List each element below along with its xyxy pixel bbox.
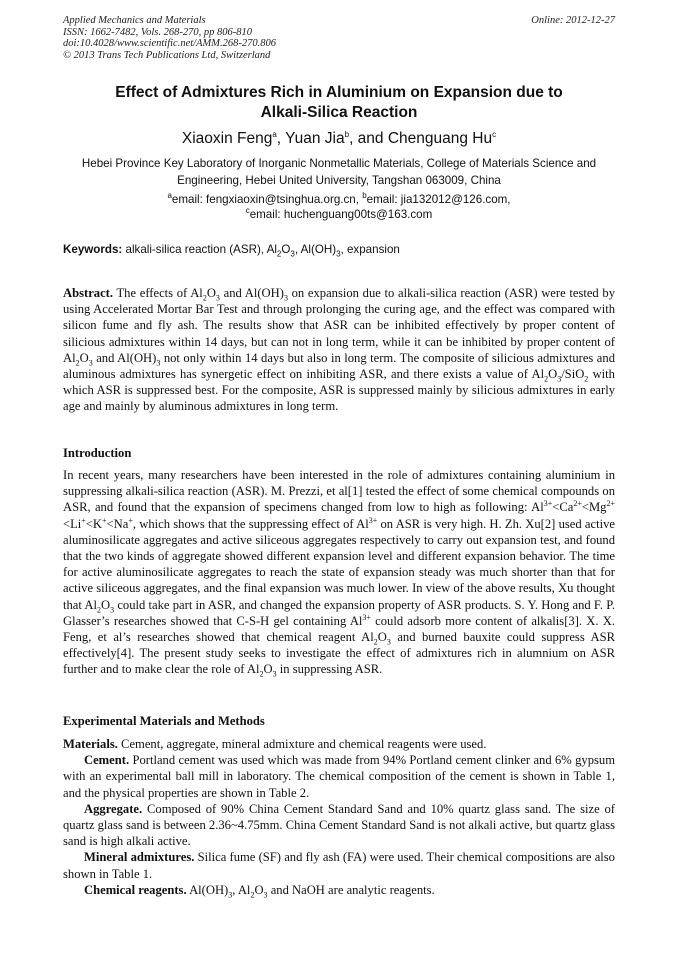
- introduction-paragraph: [63, 467, 615, 678]
- copyright-line: © 2013 Trans Tech Publications Ltd, Switzerland: [63, 49, 271, 61]
- text: <Li: [63, 516, 82, 531]
- email-line-2: [63, 205, 615, 223]
- subscript: 2: [544, 374, 549, 384]
- text: Silica fume (SF) and fly ash (FA) were used. Their chemical compositions are also shown in Table 1.: [63, 850, 615, 881]
- text: <Na: [106, 516, 129, 531]
- doi-line: doi:10.4028/www.scientific.net/AMM.268-270.806: [63, 38, 276, 50]
- materials-paragraph: [63, 736, 615, 752]
- text: O: [254, 882, 264, 897]
- email-mark-b: b: [362, 191, 367, 201]
- author-separator: ,: [276, 130, 286, 147]
- text: /SiO: [561, 367, 585, 382]
- subscript: 3: [215, 293, 220, 303]
- abstract-paragraph: [63, 285, 615, 415]
- journal-name: Applied Mechanics and Materials: [63, 15, 206, 26]
- email-line-1: [63, 193, 615, 208]
- author-2: Yuan Jia: [285, 130, 345, 147]
- run-in-heading: Cement.: [84, 753, 130, 768]
- superscript: 3+: [368, 515, 378, 525]
- superscript: +: [102, 515, 107, 525]
- text: could take part in ASR, and changed the expansion property of ASR products. S. Y. Hong and F. P. Glasser’s researches showed that C-S-H gel containing Al: [63, 597, 616, 628]
- subscript: 2: [259, 669, 264, 679]
- text: Al(OH): [186, 882, 229, 897]
- abstract-label: Abstract.: [63, 286, 114, 300]
- subscript: 3: [272, 669, 277, 679]
- subscript: 3: [88, 358, 93, 368]
- text: O: [206, 286, 216, 300]
- run-in-heading: Materials.: [63, 737, 118, 751]
- section-heading-experimental: Experimental Materials and Methods: [63, 714, 265, 728]
- text: <Ca: [552, 500, 574, 515]
- text: and NaOH are analytic reagents.: [267, 882, 435, 897]
- text: O: [101, 597, 111, 612]
- text: <Mg: [581, 500, 607, 515]
- subscript: 2: [202, 293, 207, 303]
- keywords-text: alkali-silica reaction (ASR), Al: [122, 243, 277, 256]
- aggregate-paragraph: [63, 801, 615, 850]
- subscript: 3: [290, 249, 295, 259]
- email-a: email: fengxiaoxin@tsinghua.org.cn,: [171, 193, 363, 206]
- text: <K: [85, 516, 103, 531]
- subscript: 2: [75, 358, 80, 368]
- subscript: 3: [557, 374, 562, 384]
- cement-paragraph: [63, 752, 615, 801]
- text: Composed of 90% China Cement Standard Sand and 10% quartz glass sand. The size of quartz glass sand is between 2.36~4.75mm. China Cement Standard Sand is not alkali active, but quartz glass sand is high alkali active.: [63, 801, 615, 849]
- subscript: 2: [250, 890, 255, 900]
- subscript: 2: [584, 374, 589, 384]
- keywords-text: O: [281, 243, 291, 256]
- author-1-mark: a: [272, 129, 277, 139]
- superscript: +: [81, 515, 86, 525]
- subscript: 3: [336, 249, 341, 259]
- text: The effects of Al: [113, 286, 203, 300]
- author-3: Chenguang Hu: [387, 130, 493, 147]
- subscript: 3: [283, 293, 288, 303]
- title-line-2: Alkali-Silica Reaction: [260, 103, 418, 121]
- text: O: [263, 662, 273, 677]
- email-b: email: jia132012@126.com,: [366, 193, 511, 206]
- text: in suppressing ASR.: [276, 662, 383, 677]
- author-1: Xiaoxin Feng: [181, 130, 273, 147]
- text: , Al: [232, 882, 251, 897]
- subscript: 3: [156, 358, 161, 368]
- subscript: 3: [110, 605, 115, 615]
- affiliation-line-2: Engineering, Hebei United University, Tangshan 063009, China: [177, 173, 501, 187]
- author-2-mark: b: [344, 129, 350, 139]
- subscript: 2: [373, 637, 378, 647]
- subscript: 2: [97, 605, 102, 615]
- author-3-mark: c: [492, 129, 497, 139]
- text: not only within 14 days but also in long term. The composite of silicious admixtures and aluminous admixtures has synergetic effect on inhibiting ASR, and there exists a value of Al: [63, 350, 615, 382]
- keywords-text: , expansion: [340, 243, 400, 256]
- text: O: [548, 367, 558, 382]
- text: on expansion due to alkali-silica reaction (ASR) were tested by using Accelerated Mortar Bar Test and through prolonging the curing age, and the effect was compared with silicon fume and fly ash. The results show that ASR can be inhibited effectively by proper content of silicious admixtures within 14 days, but can not in long term, while it can be inhibited by proper content of Al: [63, 286, 615, 365]
- text: with which ASR is suppressed best. For the composite, ASR is suppressed mainly by silicious admixtures in early age and mainly by aluminous admixtures in long term.: [63, 367, 615, 414]
- author-list: [63, 130, 615, 148]
- text: and Al(OH): [92, 350, 157, 365]
- superscript: 3+: [362, 612, 371, 622]
- run-in-heading: Chemical reagents.: [84, 882, 187, 897]
- text: , which shows that the suppressing effect of Al: [132, 516, 369, 531]
- text: O: [377, 630, 387, 645]
- keywords-label: Keywords:: [63, 243, 123, 256]
- superscript: 2+: [573, 499, 582, 509]
- paper-title: [63, 83, 615, 122]
- experimental-section: [63, 736, 615, 898]
- text: In recent years, many researchers have been interested in the role of admixtures containing aluminium in suppressing alkali-silica reaction (ASR). M. Prezzi, et al[1] tested the effect of some chemical compounds on ASR, and found that the expansion of specimens changed from low to high as following: Al: [63, 468, 615, 515]
- superscript: 3+: [543, 499, 553, 509]
- online-date: Online: 2012-12-27: [531, 15, 615, 26]
- text: Portland cement was used which was made from 94% Portland cement clinker and 6% gypsum with an experimental ball mill in laboratory. The chemical composition of the cement is shown in Table 1, and the physical properties are shown in Table 2.: [63, 753, 615, 800]
- author-separator: , and: [349, 130, 388, 147]
- mineral-admixtures-paragraph: [63, 849, 615, 881]
- subscript: 3: [228, 890, 233, 900]
- publication-info: [63, 15, 276, 61]
- subscript: 3: [386, 637, 391, 647]
- author-emails: [63, 193, 615, 222]
- run-in-heading: Mineral admixtures.: [84, 850, 195, 865]
- superscript: 2+: [606, 499, 615, 509]
- email-mark-c: c: [245, 205, 250, 215]
- text: could adsorb more content of alkalis[3]. X. X. Feng, et al’s researches showed that chemical reagent Al: [63, 613, 615, 645]
- subscript: 2: [276, 249, 282, 259]
- section-heading-introduction: Introduction: [63, 446, 132, 460]
- email-c: email: huchenguang00ts@163.com: [249, 207, 433, 221]
- issn-line: ISSN: 1662-7482, Vols. 268-270, pp 806-810: [63, 26, 252, 38]
- subscript: 3: [263, 890, 268, 900]
- text: Cement, aggregate, mineral admixture and chemical reagents were used.: [117, 737, 487, 751]
- affiliation: [63, 156, 615, 189]
- text: O: [79, 350, 89, 365]
- text: and burned bauxite could suppress ASR effectively[4]. The present study seeks to investigate the effect of admixtures rich in alumnium on ASR further and to make clear the role of Al: [63, 630, 615, 677]
- text: on ASR is very high. H. Zh. Xu[2] used active aluminosilicate aggregates and active siliceous aggregates respectively to carry out expansion test, and found that the two kinds of aggregate showed different expansion level and different expansion behavior. The time for active aluminosilicate aggregates to reach the state of expansion steady was much shorter than that for active siliceous aggregates, and the final expansion was much lower. In view of the above results, Xu thought that Al: [63, 516, 615, 612]
- title-line-1: Effect of Admixtures Rich in Aluminium on Expansion due to: [115, 84, 563, 101]
- affiliation-line-1: Hebei Province Key Laboratory of Inorganic Nonmetallic Materials, College of Materials Science and: [81, 157, 597, 170]
- superscript: +: [128, 515, 133, 525]
- keywords: [63, 243, 615, 259]
- run-in-heading: Aggregate.: [84, 801, 143, 816]
- text: and Al(OH): [219, 286, 284, 300]
- chemical-reagents-paragraph: [63, 882, 615, 898]
- keywords-text: , Al(OH): [294, 243, 337, 256]
- email-mark-a: a: [167, 191, 172, 201]
